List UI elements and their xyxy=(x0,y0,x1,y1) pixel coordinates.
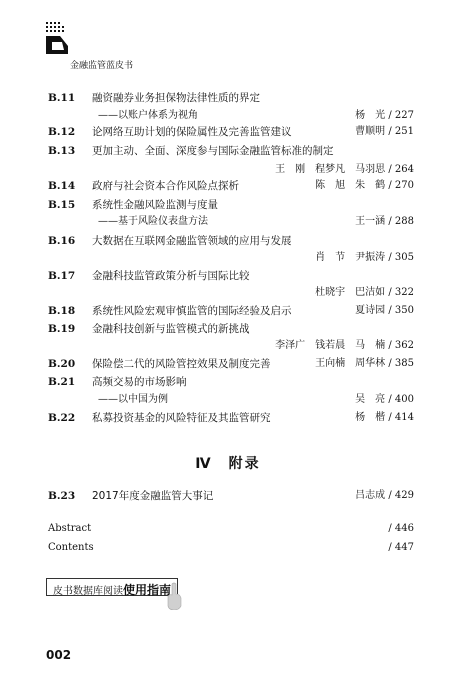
guide-big-text: 使用指南 xyxy=(123,583,172,597)
entry-number: B.18 xyxy=(48,305,76,317)
back-matter-page: / 447 xyxy=(388,542,414,553)
entry-title: 金融科技创新与监管模式的新挑战 xyxy=(92,323,250,335)
entry-title: 保险偿二代的风险管控效果及制度完善 xyxy=(92,358,271,370)
toc-entry-appendix[interactable] xyxy=(48,489,414,505)
entry-number: B.19 xyxy=(48,323,76,335)
toc-entry[interactable] xyxy=(48,144,414,174)
entry-author: 李泽广 钱若晨 马 楠 / 362 xyxy=(275,340,414,351)
appendix-heading: Ⅳ 附录 xyxy=(195,456,261,472)
entry-title: 金融科技监管政策分析与国际比较 xyxy=(92,270,250,282)
toc-entry[interactable] xyxy=(48,411,414,427)
series-header xyxy=(40,18,160,71)
page-number: 002 xyxy=(46,648,72,662)
toc-entry[interactable] xyxy=(48,375,414,407)
book-logo-icon xyxy=(44,20,70,56)
entry-author: 肖 节 尹振涛 / 305 xyxy=(315,252,414,263)
pointing-hand-icon xyxy=(166,582,182,610)
toc-entry[interactable] xyxy=(48,198,414,230)
entry-subtitle: ——基于风险仪表盘方法 xyxy=(98,216,208,227)
entry-title: 大数据在互联网金融监管领域的应用与发展 xyxy=(92,235,292,247)
entry-subtitle: ——以账户体系为视角 xyxy=(98,110,198,121)
entry-number: B.21 xyxy=(48,376,76,388)
series-title: 金融监管蓝皮书 xyxy=(70,61,134,71)
back-matter-page: / 446 xyxy=(388,523,414,534)
entry-number: B.11 xyxy=(48,92,76,104)
toc-entry[interactable] xyxy=(48,304,414,320)
database-guide-box[interactable] xyxy=(46,578,178,596)
entry-author: 杨 楷 / 414 xyxy=(355,412,414,423)
entry-title: 高频交易的市场影响 xyxy=(92,376,187,388)
back-matter-label: Contents xyxy=(48,542,94,553)
back-matter-label: Abstract xyxy=(48,523,92,534)
toc-entry[interactable] xyxy=(48,322,414,352)
entry-title: 2017年度金融监管大事记 xyxy=(92,490,214,502)
toc-entry[interactable] xyxy=(48,125,414,141)
entry-title: 系统性金融风险监测与度量 xyxy=(92,199,218,211)
entry-subtitle: ——以中国为例 xyxy=(98,394,168,405)
entry-number: B.13 xyxy=(48,145,76,157)
entry-title: 更加主动、全面、深度参与国际金融监管标准的制定 xyxy=(92,145,334,157)
entry-title: 系统性风险宏观审慎监管的国际经验及启示 xyxy=(92,305,292,317)
entry-author: 杜晓宇 巴洁如 / 322 xyxy=(315,287,414,298)
entry-title: 私募投资基金的风险特征及其监管研究 xyxy=(92,412,271,424)
entry-number: B.14 xyxy=(48,180,76,192)
guide-small-text: 皮书数据库阅读 xyxy=(53,586,123,597)
entry-author: 吴 亮 / 400 xyxy=(355,394,414,405)
entry-title: 论网络互助计划的保险属性及完善监管建议 xyxy=(92,126,292,138)
entry-title: 政府与社会资本合作风险点探析 xyxy=(92,180,239,192)
entry-title: 融资融券业务担保物法律性质的界定 xyxy=(92,92,260,104)
entry-number: B.16 xyxy=(48,235,76,247)
toc-entry[interactable] xyxy=(48,234,414,264)
entry-author: 曹顺明 / 251 xyxy=(355,126,414,137)
entry-number: B.12 xyxy=(48,126,76,138)
entry-number: B.17 xyxy=(48,270,76,282)
entry-author: 夏诗园 / 350 xyxy=(355,305,414,316)
toc-entry[interactable] xyxy=(48,269,414,299)
entry-number: B.23 xyxy=(48,490,76,502)
entry-author: 吕志成 / 429 xyxy=(355,490,414,501)
entry-author: 王向楠 周华林 / 385 xyxy=(315,358,414,369)
entry-author: 王一涵 / 288 xyxy=(355,216,414,227)
entry-number: B.20 xyxy=(48,358,76,370)
entry-author: 王 刚 程梦凡 马羽思 / 264 xyxy=(275,164,414,175)
toc-entry[interactable] xyxy=(48,91,414,121)
entry-number: B.15 xyxy=(48,199,76,211)
entry-author: 杨 光 / 227 xyxy=(355,110,414,121)
back-matter-contents[interactable] xyxy=(48,542,414,558)
toc-entry[interactable] xyxy=(48,357,414,373)
back-matter-abstract[interactable] xyxy=(48,523,414,539)
entry-author: 陈 旭 朱 鹤 / 270 xyxy=(315,180,414,191)
toc-entry[interactable] xyxy=(48,179,414,195)
entry-number: B.22 xyxy=(48,412,76,424)
